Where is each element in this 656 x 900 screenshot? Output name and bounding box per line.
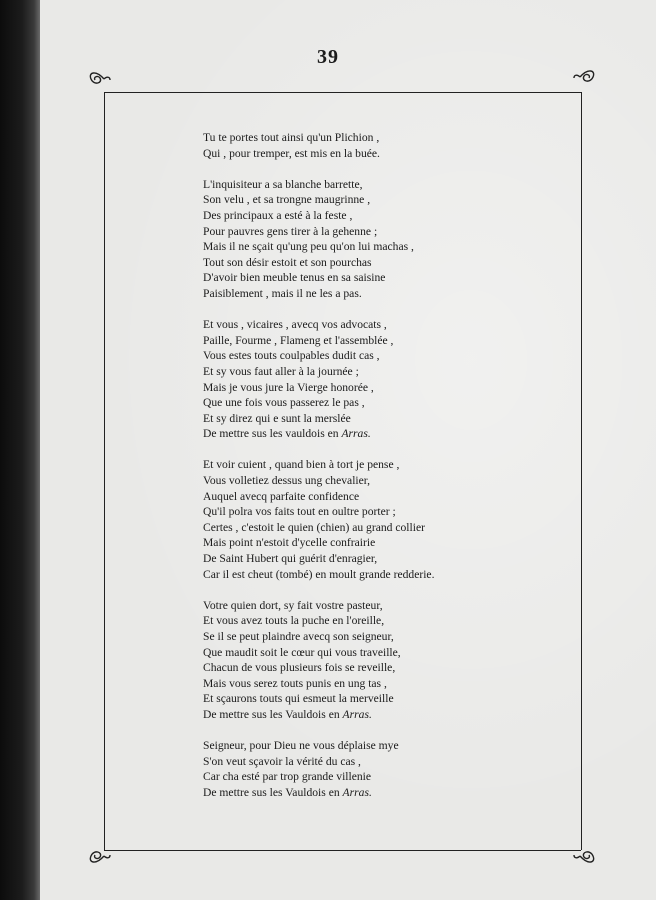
verse-text: Et voir cuient , quand bien à tort je pense , xyxy=(203,458,400,472)
verse-text: Et vous , vicaires , avecq vos advocats , xyxy=(203,318,387,332)
verse-line xyxy=(203,660,563,676)
stanza xyxy=(203,317,563,442)
verse-text: Et vous avez touts la puche en l'oreille, xyxy=(203,614,385,628)
verse-text: Se il se peut plaindre avecq son seigneur, xyxy=(203,630,394,643)
verse-line xyxy=(203,598,563,614)
stanza xyxy=(203,598,563,723)
verse-line xyxy=(203,348,563,364)
verse-line xyxy=(203,769,563,785)
place-name-italic: Arras. xyxy=(341,427,371,441)
verse-text: Paille, Fourme , Flameng et l'assemblée , xyxy=(203,333,394,347)
corner-ornament-top-left xyxy=(86,68,112,90)
verse-text: Que maudit soit le cœur qui vous traveille, xyxy=(203,645,401,659)
verse-text: L'inquisiteur a sa blanche barrette, xyxy=(203,177,363,191)
verse-line xyxy=(203,270,563,286)
verse-text: Mais je vous jure la Vierge honorée , xyxy=(203,380,374,394)
page-number: 39 xyxy=(317,46,339,68)
verse-text: Mais il ne sçait qu'ung peu qu'on lui machas , xyxy=(203,240,414,254)
verse-line xyxy=(203,489,563,505)
verse-line xyxy=(203,286,563,302)
verse-line xyxy=(203,676,563,692)
book-page xyxy=(40,0,656,900)
verse-text: Mais vous serez touts punis en ung tas , xyxy=(203,676,387,690)
place-name-italic: Arras. xyxy=(342,785,372,799)
verse-text: Tout son désir estoit et son pourchas xyxy=(203,255,372,269)
corner-ornament-bottom-right xyxy=(572,845,598,867)
verse-line xyxy=(203,535,563,551)
verse-text: De mettre sus les Vauldois en xyxy=(203,785,343,799)
stanza xyxy=(203,177,563,302)
verse-text: Que une fois vous passerez le pas , xyxy=(203,396,365,410)
verse-text: Seigneur, pour Dieu ne vous déplaise mye xyxy=(203,739,399,753)
verse-line xyxy=(203,691,563,707)
verse-line xyxy=(203,255,563,271)
frame-border-bottom xyxy=(104,850,581,851)
poem-body xyxy=(203,130,563,816)
verse-text: De mettre sus les vauldois en xyxy=(203,427,342,441)
verse-text: Car il est cheut (tombé) en moult grande redderie. xyxy=(203,567,435,581)
verse-text: Paisiblement , mais il ne les a pas. xyxy=(203,286,362,300)
verse-text: D'avoir bien meuble tenus en sa saisine xyxy=(203,271,386,285)
verse-line xyxy=(203,629,563,645)
verse-line xyxy=(203,551,563,567)
verse-text: Et sçaurons touts qui esmeut la merveille xyxy=(203,692,394,706)
verse-line xyxy=(203,130,563,146)
verse-text: Qu'il polra vos faits tout en oultre porter ; xyxy=(203,505,396,519)
verse-text: Qui , pour tremper, est mis en la buée. xyxy=(203,146,380,160)
verse-text: Son velu , et sa trongne maugrinne , xyxy=(203,193,371,207)
verse-text: Vous estes touts coulpables dudit cas , xyxy=(203,349,380,363)
verse-line xyxy=(203,146,563,162)
verse-line xyxy=(203,192,563,208)
stanza xyxy=(203,130,563,161)
stanza xyxy=(203,738,563,800)
verse-text: Des principaux a esté à la feste , xyxy=(203,208,353,222)
frame-border-left xyxy=(104,92,105,850)
verse-line xyxy=(203,317,563,333)
verse-line xyxy=(203,613,563,629)
verse-line xyxy=(203,426,563,442)
verse-text: Mais point n'estoit d'ycelle confrairie xyxy=(203,536,376,550)
place-name-italic: Arras. xyxy=(342,707,372,721)
verse-line xyxy=(203,567,563,583)
verse-text: De mettre sus les Vauldois en xyxy=(203,707,343,721)
verse-text: Car cha esté par trop grande villenie xyxy=(203,770,372,784)
verse-line xyxy=(203,239,563,255)
verse-text: Et sy direz qui e sunt la merslée xyxy=(203,411,351,425)
verse-line xyxy=(203,380,563,396)
verse-text: Pour pauvres gens tirer à la gehenne ; xyxy=(203,224,378,238)
verse-text: S'on veut sçavoir la vérité du cas , xyxy=(203,754,361,768)
book-spine-shadow xyxy=(0,0,40,900)
verse-line xyxy=(203,645,563,661)
corner-ornament-bottom-left xyxy=(86,845,112,867)
verse-line xyxy=(203,457,563,473)
verse-line xyxy=(203,473,563,489)
verse-line xyxy=(203,754,563,770)
verse-text: De Saint Hubert qui guérit d'enragier, xyxy=(203,552,378,566)
verse-text: Tu te portes tout ainsi qu'un Plichion , xyxy=(203,131,380,144)
frame-border-top xyxy=(104,92,581,93)
verse-line xyxy=(203,224,563,240)
corner-ornament-top-right xyxy=(572,66,598,88)
verse-text: Chacun de vous plusieurs fois se reveille, xyxy=(203,661,396,675)
verse-text: Votre quien dort, sy fait vostre pasteur, xyxy=(203,598,383,612)
frame-border-right xyxy=(581,92,582,850)
verse-line xyxy=(203,785,563,801)
stanza xyxy=(203,457,563,582)
verse-text: Et sy vous faut aller à la journée ; xyxy=(203,364,359,378)
verse-line xyxy=(203,395,563,411)
verse-line xyxy=(203,208,563,224)
verse-line xyxy=(203,177,563,193)
verse-line xyxy=(203,738,563,754)
verse-line xyxy=(203,707,563,723)
verse-line xyxy=(203,504,563,520)
verse-text: Certes , c'estoit le quien (chien) au grand collier xyxy=(203,520,425,534)
verse-line xyxy=(203,520,563,536)
verse-line xyxy=(203,333,563,349)
verse-line xyxy=(203,364,563,380)
verse-line xyxy=(203,411,563,427)
verse-text: Auquel avecq parfaite confidence xyxy=(203,489,360,503)
verse-text: Vous volletiez dessus ung chevalier, xyxy=(203,474,371,488)
